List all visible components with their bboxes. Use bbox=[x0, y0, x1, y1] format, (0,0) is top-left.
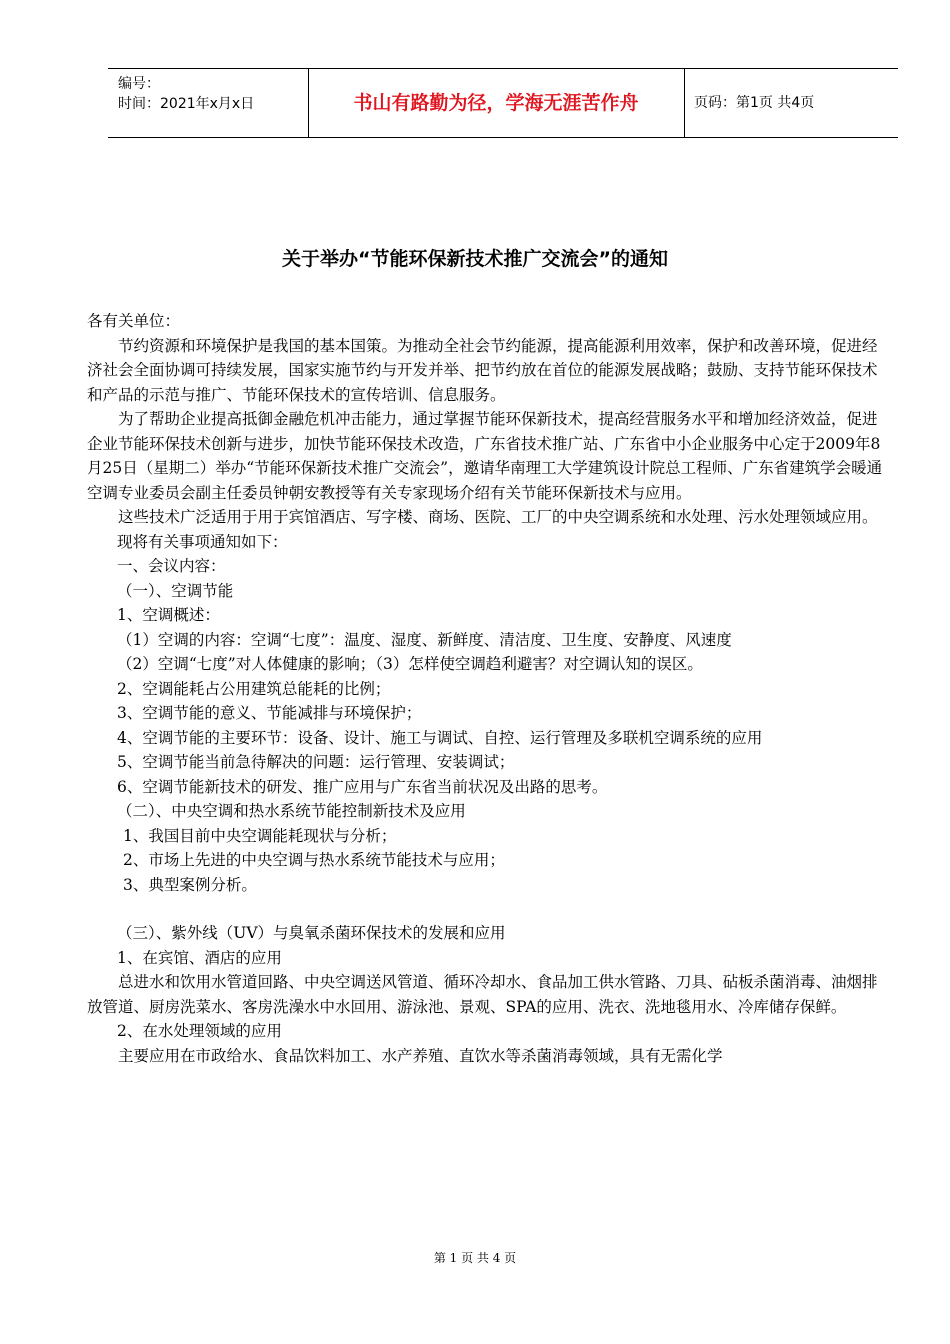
number-label: 编号： bbox=[118, 76, 160, 92]
header-meta bbox=[118, 74, 254, 114]
list-item: 1、在宾馆、酒店的应用 bbox=[117, 948, 282, 967]
spacer bbox=[87, 897, 887, 921]
subsection-heading: （二）、中央空调和热水系统节能控制新技术及应用 bbox=[117, 802, 466, 820]
list-item: 1、我国目前中央空调能耗现状与分析； bbox=[123, 826, 397, 845]
document-title: 关于举办“节能环保新技术推广交流会”的通知 bbox=[282, 248, 668, 270]
paragraph: 节约资源和环境保护是我国的基本国策。为推动全社会节约能源，提高能源利用效率，保护和改善环境，促进经济社会全面协调可持续发展，国家实施节约与开发并举、把节约放在首位的能源发展战略；鼓励、支持节能环保技术和产品的示范与推广、节能环保技术的宣传培训、信息服务。 bbox=[87, 336, 878, 404]
paragraph: 这些技术广泛适用于用于宾馆酒店、写字楼、商场、医院、工厂的中央空调系统和水处理、污水处理领域应用。 bbox=[118, 508, 878, 526]
list-item: 2、在水处理领域的应用 bbox=[117, 1022, 282, 1040]
subsection-heading: （一）、空调节能 bbox=[117, 581, 234, 600]
section-heading: 一、会议内容： bbox=[117, 557, 226, 575]
list-item: （2）空调“七度”对人体健康的影响；（3）怎样使空调趋利避害？对空调认知的误区。 bbox=[117, 655, 703, 673]
list-item: 5、空调节能当前急待解决的问题：运行管理、安装调试； bbox=[117, 753, 515, 771]
time-label: 时间：2021年x月x日 bbox=[118, 96, 255, 112]
salutation: 各有关单位： bbox=[87, 312, 181, 330]
header-motto: 书山有路勤为径，学海无涯苦作舟 bbox=[353, 92, 639, 114]
list-item: 2、市场上先进的中央空调与热水系统节能技术与应用； bbox=[123, 851, 505, 869]
paragraph: 现将有关事项通知如下： bbox=[117, 532, 288, 551]
header-page-label: 页码：第1页 共4页 bbox=[694, 95, 815, 111]
list-item: 3、空调节能的意义、节能减排与环境保护； bbox=[117, 704, 422, 722]
list-item: 1、空调概述： bbox=[117, 606, 220, 624]
list-item: （1）空调的内容：空调“七度”：温度、湿度、新鲜度、清洁度、卫生度、安静度、风速度 bbox=[117, 630, 732, 649]
page-header bbox=[108, 68, 898, 138]
paragraph: 为了帮助企业提高抵御金融危机冲击能力，通过掌握节能环保新技术，提高经营服务水平和增加经济效益，促进企业节能环保技术创新与进步，加快节能环保技术改造，广东省技术推广站、广东省中小企业服务中心定于2009年8月25日（星期二）举办“节能环保新技术推广交流会”，邀请华南理工大学建筑设计院总工程师、广东省建筑学会暖通空调专业委员会副主任委员钟朝安教授等有关专家现场介绍有关节能环保新技术与应用。 bbox=[87, 410, 883, 502]
paragraph: 总进水和饮用水管道回路、中央空调送风管道、循环冷却水、食品加工供水管路、刀具、砧板杀菌消毒、油烟排放管道、厨房洗菜水、客房洗澡水中水回用、游泳池、景观、SPA的应用、洗衣、洗地毯用水、冷库储存保鲜。 bbox=[87, 973, 878, 1016]
list-item: 2、空调能耗占公用建筑总能耗的比例； bbox=[117, 679, 391, 698]
subsection-heading: （三）、紫外线（UV）与臭氧杀菌环保技术的发展和应用 bbox=[117, 924, 506, 942]
list-item: 6、空调节能新技术的研发、推广应用与广东省当前状况及出路的思考。 bbox=[117, 777, 608, 796]
paragraph: 主要应用在市政给水、食品饮料加工、水产养殖、直饮水等杀菌消毒领域，具有无需化学 bbox=[118, 1046, 723, 1065]
document-body bbox=[87, 309, 887, 1068]
page-footer: 第 1 页 共 4 页 bbox=[433, 1251, 517, 1265]
header-divider bbox=[684, 69, 685, 137]
list-item: 3、典型案例分析。 bbox=[123, 875, 257, 894]
list-item: 4、空调节能的主要环节：设备、设计、施工与调试、自控、运行管理及多联机空调系统的应用 bbox=[117, 728, 763, 747]
